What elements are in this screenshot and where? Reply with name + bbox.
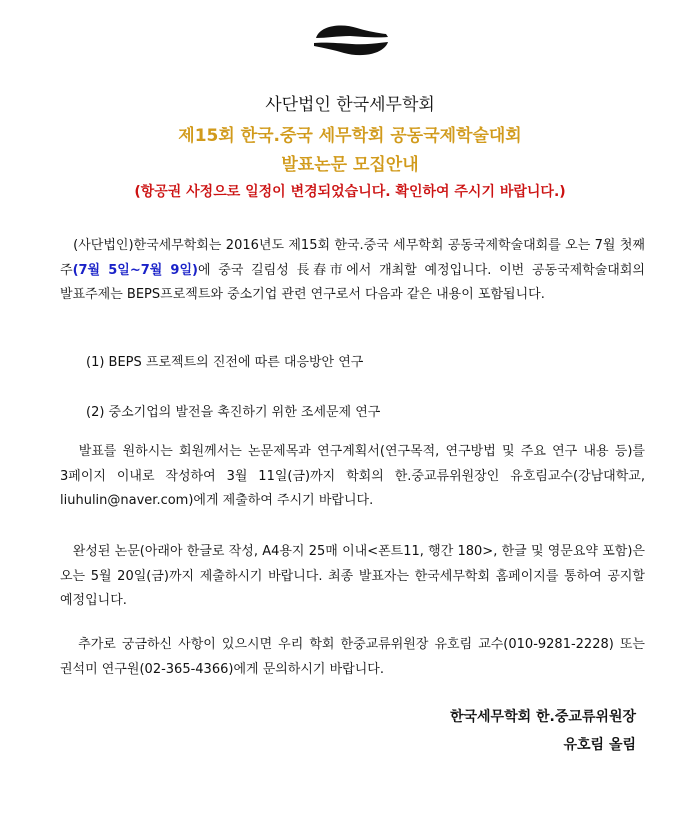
society-logo-icon [312, 22, 390, 58]
topic-item-1: (1) BEPS 프로젝트의 진전에 따른 대응방안 연구 [86, 355, 364, 370]
intro-text-start: (사단법인)한국세무학회는 2016년도 제15회 한국.중국 세무학회 공동국제학술대회를 오는 7월 첫째 주 [60, 238, 645, 278]
contact-paragraph [60, 633, 645, 682]
intro-text-end: 에 중국 길림성 長春市에서 개최할 예정입니다. 이번 공동국제학술대회의 발표주제는 BEPS프로젝트와 중소기업 관련 연구로서 다음과 같은 내용이 포함됩니다. [60, 262, 645, 302]
intro-paragraph [60, 234, 645, 308]
schedule-change-notice: (항공권 사정으로 일정이 변경되었습니다. 확인하여 주시기 바랍니다.) [134, 184, 566, 200]
signature-name: 유호림 올림 [563, 737, 636, 753]
signature-committee: 한국세무학회 한.중교류위원장 [449, 709, 636, 725]
conference-title: 제15회 한국.중국 세무학회 공동국제학술대회 [178, 126, 522, 146]
full-paper-text: 완성된 논문(아래아 한글로 작성, A4용지 25매 이내<폰트11, 행간 180>, 한글 및 영문요약 포함)은 오는 5월 20일(금)까지 제출하시기 바랍니다. 최종 발표자는 한국세무학회 홈페이지를 통하여 공지할 예정입니다. [60, 544, 645, 608]
call-for-papers-title: 발표논문 모집안내 [281, 155, 419, 175]
organization-name: 사단법인 한국세무학회 [265, 95, 435, 115]
topic-item-2: (2) 중소기업의 발전을 촉진하기 위한 조세문제 연구 [86, 405, 381, 420]
full-paper-paragraph [60, 540, 645, 614]
contact-text: 추가로 궁금하신 사항이 있으시면 우리 학회 한중교류위원장 유호림 교수(010-9281-2228) 또는 권석미 연구원(02-365-4366)에게 문의하시기 바랍니다. [60, 637, 645, 677]
conference-dates: (7월 5일~7월 9일) [72, 262, 198, 278]
submission-paragraph [60, 440, 645, 514]
submission-text: 발표를 원하시는 회원께서는 논문제목과 연구계획서(연구목적, 연구방법 및 주요 연구 내용 등)를 3페이지 이내로 작성하여 3월 11일(금)까지 학회의 한.중교류위원장인 유호림교수(강남대학교, liuhulin@naver.com)에게 제출하여 주시기 바랍니다. [60, 444, 645, 508]
